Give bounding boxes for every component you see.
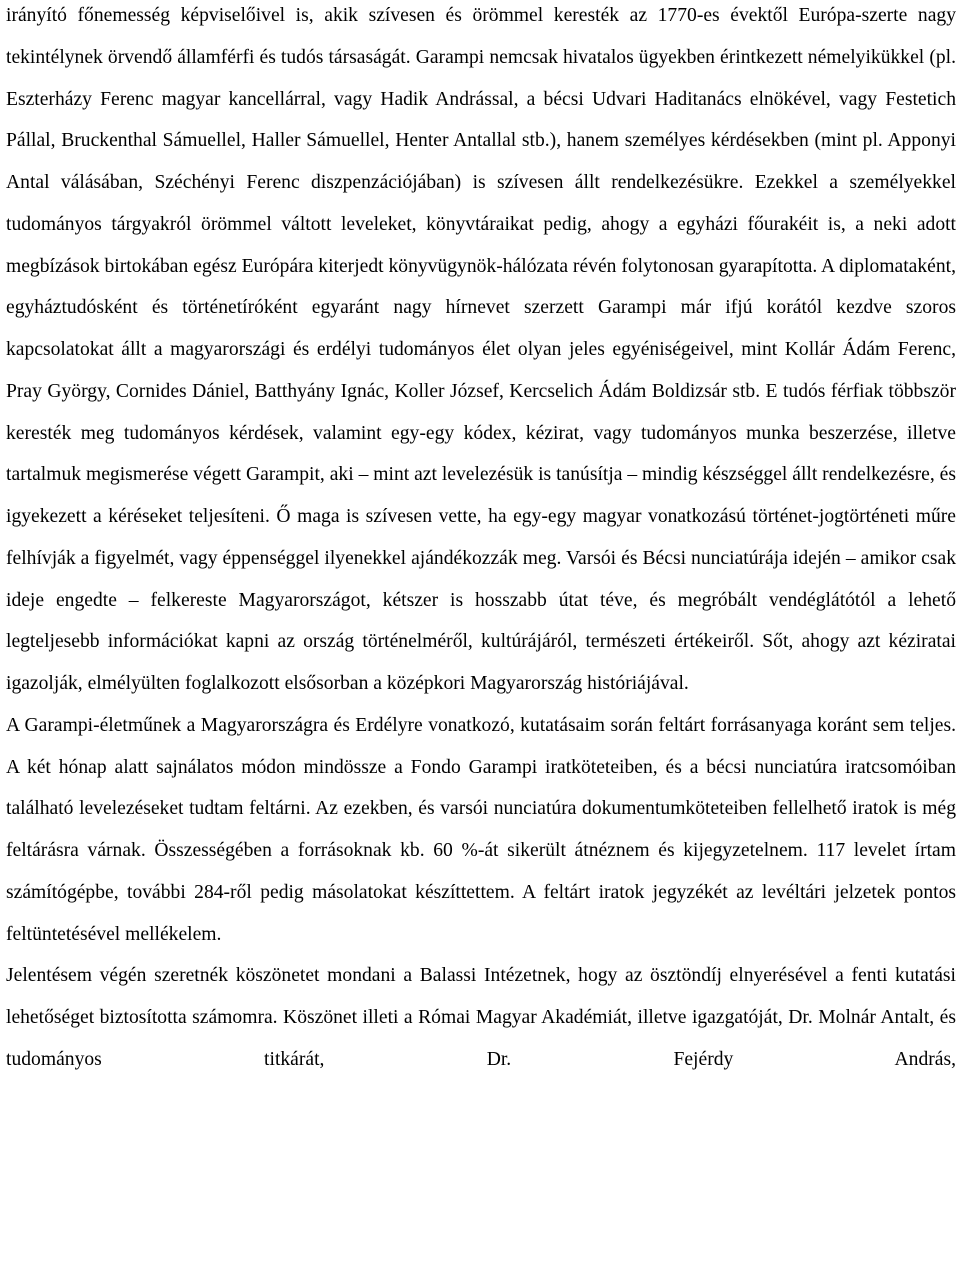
document-page [6, 0, 956, 1081]
paragraph-garampi-relations: irányító főnemesség képviselőivel is, akik szívesen és örömmel keresték az 1770-es évektől Európa-szerte nagy tekintélynek örvendő államférfi és tudós társaságát. Garampi nemcsak hivatalos ügyekben érintkezett némelyikükkel (pl. Eszterházy Ferenc magyar kancellárral, vagy Hadik Andrással, a bécsi Udvari Haditanács elnökével, vagy Festetich Pállal, Bruckenthal Sámuellel, Haller Sámuellel, Henter Antallal stb.), hanem személyes kérdésekben (mint pl. Apponyi Antal válásában, Széchényi Ferenc diszpenzációjában) is szívesen állt rendelkezésükre. Ezekkel a személyekkel tudományos tárgyakról örömmel váltott leveleket, könyvtáraikat pedig, ahogy a egyházi főurakéit is, a neki adott megbízások birtokában egész Európára kiterjedt könyvügynök-hálózata révén folytonosan gyarapította. A diplomataként, egyháztudósként és történetíróként egyaránt nagy hírnevet szerzett Garampi már ifjú korától kezdve szoros kapcsolatokat állt a magyarországi és erdélyi tudományos élet olyan jeles egyéniségeivel, mint Kollár Ádám Ferenc, Pray György, Cornides Dániel, Batthyány Ignác, Koller József, Kercselich Ádám Boldizsár stb. E tudós férfiak többször keresték meg tudományos kérdések, valamint egy-egy kódex, kézirat, vagy tudományos munka beszerzése, illetve tartalmuk megismerése végett Garampit, aki – mint azt levelezésük is tanúsítja – mindig készséggel állt rendelkezésre, és igyekezett a kéréseket teljesíteni. Ő maga is szívesen vette, ha egy-egy magyar vonatkozású történet-jogtörténeti műre felhívják a figyelmét, vagy éppenséggel ilyenekkel ajándékozzák meg. Varsói és Bécsi nunciatúrája idején – amikor csak ideje engedte – felkereste Magyarországot, kétszer is hosszabb útat téve, és megróbált vendéglátótól a lehető legteljesebb információkat kapni az ország történelméről, kultúrájáról, természeti értékeiről. Sőt, ahogy azt kéziratai igazolják, elmélyülten foglalkozott elsősorban a középkori Magyarország históriájával. [6, 5, 956, 694]
paragraph-acknowledgements: Jelentésem végén szeretnék köszönetet mondani a Balassi Intézetnek, hogy az ösztöndíj elnyerésével a fenti kutatási lehetőséget biztosította számomra. Köszönet illeti a Római Magyar Akadémiát, illetve igazgatóját, Dr. Molnár Antalt, és tudományos titkárát, Dr. Fejérdy András, [6, 965, 956, 1070]
paragraph-research-sources: A Garampi-életműnek a Magyarországra és Erdélyre vonatkozó, kutatásaim során feltárt forrásanyaga koránt sem teljes. A két hónap alatt sajnálatos módon mindössze a Fondo Garampi iratköteteiben, és a bécsi nunciatúra iratcsomóiban található levelezéseket tudtam feltárni. Az ezekben, és varsói nunciatúra dokumentumköteteiben fellelhető iratok is még feltárásra várnak. Összességében a forrásoknak kb. 60 %-át sikerült átnéznem és kijegyzetelnem. 117 levelet írtam számítógépbe, további 284-ről pedig másolatokat készíttettem. A feltárt iratok jegyzékét az levéltári jelzetek pontos feltüntetésével mellékelem. [6, 714, 956, 945]
